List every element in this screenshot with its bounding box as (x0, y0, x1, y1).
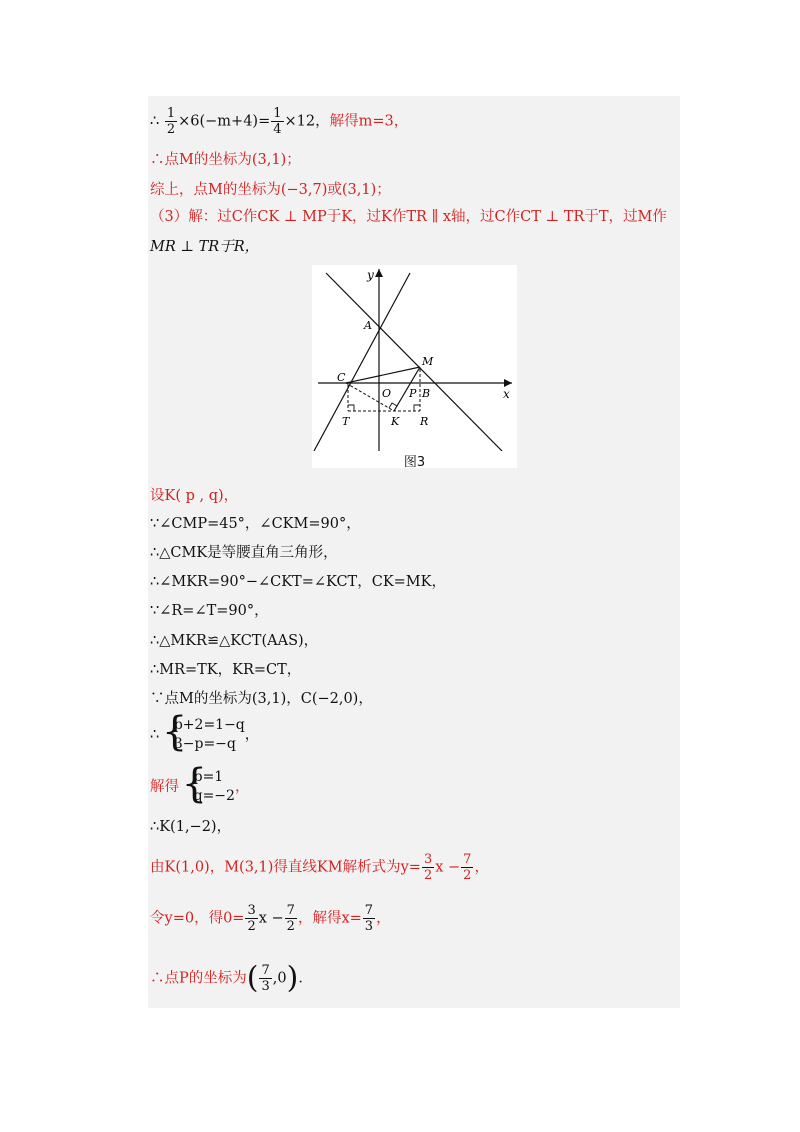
geometry-figure (312, 265, 517, 468)
line-3: 综上，点M的坐标为(−3,7)或(3,1)； (150, 182, 391, 198)
equation-system-1: { p+2=1−q 3−p=−q (164, 716, 245, 754)
label-y: y (367, 268, 374, 282)
line-5: MR ⊥ TR于R， (150, 239, 260, 255)
line-17: 由K(1,0)，M(3,1)得直线KM解析式为y= $\frac{3}{2}$ x − $\frac{7}{2}$ ， (150, 852, 489, 883)
line-14: ∴ { p+2=1−q 3−p=−q ， (150, 716, 259, 754)
label-a: A (364, 319, 372, 332)
label-b: B (422, 387, 431, 400)
line-4: （3）解：过C作CK ⊥ MP于K，过K作TR ∥ x轴，过C作CT ⊥ TR于T，过M作 (150, 209, 667, 225)
label-t: T (342, 415, 350, 428)
label-o: O (382, 387, 392, 400)
line-19: ∴点P的坐标为( $\frac{7}{3}$ ,0)． (150, 960, 313, 996)
x-axis-arrow-icon (504, 379, 512, 387)
segment-cm (346, 367, 420, 383)
fraction-7-2: $\frac{7}{2}$ (463, 852, 472, 883)
label-m: M (422, 355, 434, 368)
label-p: P (409, 387, 417, 400)
label-k: K (391, 415, 400, 428)
label-r: R (420, 415, 429, 428)
line-11: ∴△MKR≌△KCT(AAS)， (150, 633, 319, 649)
figure-caption: 图3 (403, 455, 426, 470)
fraction-7-3: $\frac{7}{3}$ (364, 903, 374, 934)
right-angle-t (348, 405, 354, 411)
line-9: ∴∠MKR=90°−∠CKT=∠KCT，CK=MK， (150, 574, 446, 590)
line-1: ∴ $\frac{1}{2}$ ×6(−m+4)= $\frac{1}{4}$ ×12，解得m=3， (150, 106, 409, 137)
line-15: 解得 { p=1 q=−2 ， (150, 768, 249, 806)
line-amb (326, 273, 502, 451)
figure-svg (312, 265, 517, 451)
fraction-quarter: $\frac{1}{4}$ (273, 106, 282, 137)
line-7: ∵∠CMP=45°，∠CKM=90°， (150, 516, 361, 532)
line-13: ∵点M的坐标为(3,1)，C(−2,0)， (150, 691, 373, 707)
line-8: ∴△CMK是等腰直角三角形， (150, 545, 338, 561)
equation-system-2: { p=1 q=−2 (184, 768, 235, 806)
fraction-3-2: $\frac{3}{2}$ (423, 852, 433, 883)
label-x: x (503, 387, 510, 401)
line-18: 令y=0，得0= $\frac{3}{2}$ x − $\frac{7}{2}$ ，解得x= $\frac{7}{3}$ ， (150, 903, 391, 934)
fraction-3-2-b: $\frac{3}{2}$ (247, 903, 256, 934)
line-6: 设K( p , q)， (150, 488, 239, 504)
therefore-symbol: ∴ (150, 113, 160, 130)
line-2: ∴点M的坐标为(3,1)； (150, 152, 301, 168)
line-12: ∴MR=TK，KR=CT， (150, 662, 302, 678)
fraction-half: $\frac{1}{2}$ (166, 106, 176, 137)
line-16: ∴K(1,−2)， (150, 819, 232, 835)
fraction-p-x: $\frac{7}{3}$ (261, 963, 270, 994)
line-10: ∵∠R=∠T=90°， (150, 603, 269, 619)
label-c: C (337, 371, 346, 384)
fraction-7-2-b: $\frac{7}{2}$ (286, 903, 295, 934)
y-axis-arrow-icon (375, 269, 383, 277)
right-angle-r (414, 405, 420, 411)
